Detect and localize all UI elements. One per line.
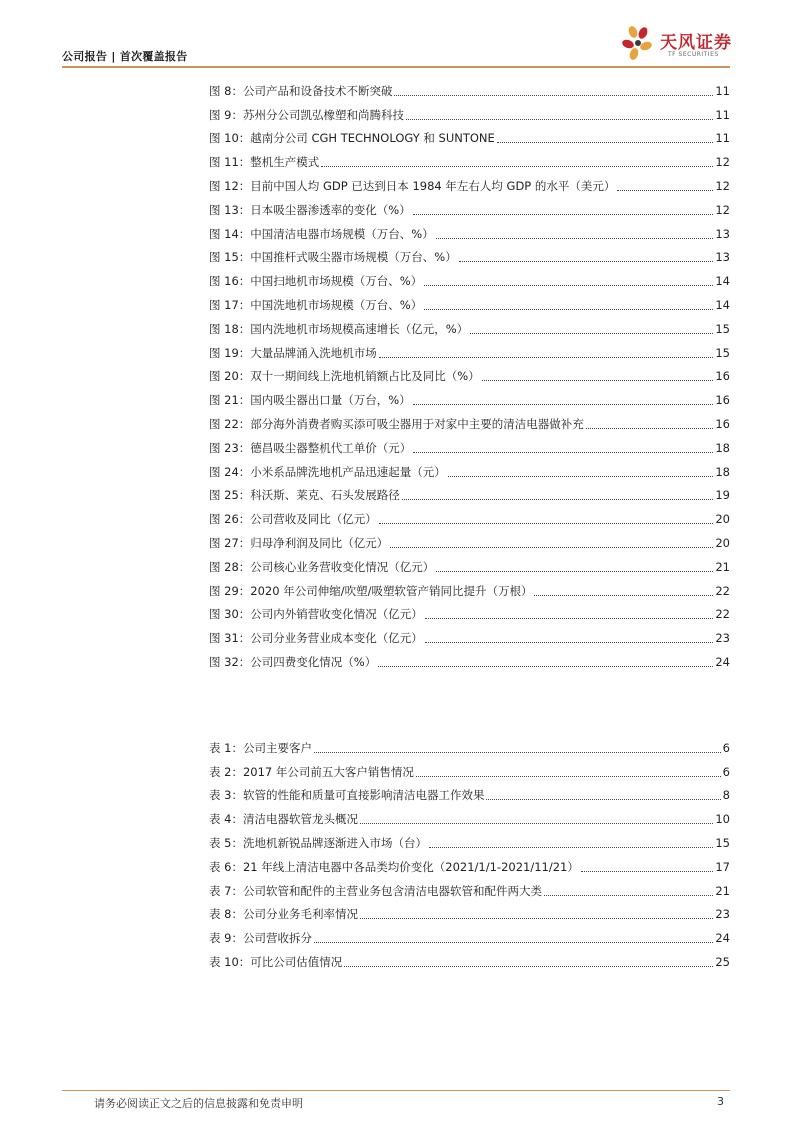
figure-entry[interactable] [209,170,730,194]
dot-leader [321,165,713,167]
figure-entry-title: 中国推杆式吸尘器市场规模（万台、%） [250,250,457,265]
dot-leader [413,451,713,453]
figure-entry[interactable] [209,218,730,242]
dot-leader [436,237,714,239]
footer-divider [62,1090,730,1091]
figure-entry-title: 整机生产模式 [250,155,320,170]
dot-leader [448,475,714,477]
figure-entry-number: 图 24： [209,464,251,479]
table-entry-number: 表 1： [209,740,243,755]
table-entry-number: 表 7： [209,883,243,898]
table-entry-title: 公司主要客户 [242,740,312,755]
figure-entry-number: 图 10： [209,131,251,146]
figure-entry[interactable] [209,194,730,218]
figure-entry-number: 图 11： [209,155,251,170]
figure-entry-number: 图 15： [209,250,251,265]
figure-index [209,75,730,670]
dot-leader [416,775,721,777]
table-entry[interactable] [209,803,730,827]
dot-leader [344,965,713,967]
table-entry-page: 10 [715,812,730,827]
table-entry[interactable] [209,756,730,780]
table-entry-page: 6 [722,764,730,779]
figure-entry-number: 图 22： [209,416,251,431]
figure-entry-page: 13 [715,250,730,265]
flower-logo-icon [622,24,658,64]
figure-entry-page: 12 [715,202,730,217]
table-entry-title: 21 年线上清洁电器中各品类均价变化（2021/1/1-2021/11/21） [242,859,579,874]
dot-leader [425,641,714,643]
figure-entry[interactable] [209,599,730,623]
figure-entry-title: 大量品牌涌入洗地机市场 [250,345,377,360]
table-entry-title: 公司软管和配件的主营业务包含清洁电器软管和配件两大类 [242,883,542,898]
figure-entry-title: 国内吸尘器出口量（万台，%） [250,393,411,408]
table-entry-number: 表 8： [209,907,243,922]
figure-entry[interactable] [209,361,730,385]
figure-entry-number: 图 9： [209,107,243,122]
page-number: 3 [717,1095,724,1108]
dot-leader [394,94,713,96]
figure-entry-title: 双十一期间线上洗地机销额占比及同比（%） [250,369,480,384]
figure-entry-page: 15 [715,345,730,360]
dot-leader [379,522,714,524]
dot-leader [429,846,713,848]
table-entry-number: 表 6： [209,859,243,874]
dot-leader [379,356,714,358]
figure-entry[interactable] [209,384,730,408]
figure-entry-title: 小米系品牌洗地机产品迅速起量（元） [250,464,446,479]
figure-entry-page: 15 [715,321,730,336]
figure-entry[interactable] [209,551,730,575]
table-entry-page: 15 [715,835,730,850]
figure-entry-page: 11 [715,83,730,98]
figure-entry[interactable] [209,456,730,480]
dot-leader [544,894,713,896]
figure-entry-title: 公司核心业务营收变化情况（亿元） [250,559,435,574]
figure-entry-number: 图 12： [209,178,251,193]
table-entry-title: 公司分业务毛利率情况 [242,907,358,922]
dot-leader [390,546,713,548]
figure-entry-page: 16 [715,416,730,431]
figure-entry[interactable] [209,408,730,432]
figure-entry-title: 德昌吸尘器整机代工单价（元） [250,440,412,455]
figure-entry-title: 目前中国人均 GDP 已达到日本 1984 年左右人均 GDP 的水平（美元） [250,178,616,193]
figure-entry-page: 12 [715,178,730,193]
figure-entry-number: 图 17： [209,297,251,312]
dot-leader [406,118,713,120]
figure-entry-page: 13 [715,226,730,241]
logo-chinese-text: 天风证券 [660,33,732,53]
figure-entry[interactable] [209,575,730,599]
dot-leader [424,308,713,310]
figure-entry-title: 公司内外销营收变化情况（亿元） [250,607,423,622]
dot-leader [425,617,714,619]
table-entry[interactable] [209,922,730,946]
table-entry-number: 表 5： [209,835,243,850]
report-type-label: 公司报告 | 首次覆盖报告 [62,50,188,63]
table-entry-title: 2017 年公司前五大客户销售情况 [242,764,414,779]
table-entry[interactable] [209,780,730,804]
figure-entry-number: 图 25： [209,488,251,503]
figure-entry-title: 公司分业务营业成本变化（亿元） [250,631,423,646]
table-entry-page: 6 [722,740,730,755]
table-entry-number: 表 3： [209,788,243,803]
footer-disclaimer: 请务必阅读正文之后的信息披露和免责申明 [94,1097,303,1110]
dot-leader [581,870,714,872]
table-entry-page: 8 [722,788,730,803]
dot-leader [314,751,721,753]
figure-entry[interactable] [209,313,730,337]
figure-entry-title: 中国洗地机市场规模（万台、%） [250,297,423,312]
table-entry[interactable] [209,946,730,970]
figure-entry-page: 11 [715,107,730,122]
figure-entry-title: 越南分公司 CGH TECHNOLOGY 和 SUNTONE [250,131,495,146]
dot-leader [436,570,713,572]
logo-english-text: TF SECURITIES [668,51,719,58]
company-logo [622,24,734,64]
figure-entry-page: 18 [715,440,730,455]
figure-entry-title: 公司营收及同比（亿元） [250,512,377,527]
figure-entry-number: 图 26： [209,512,251,527]
figure-entry-number: 图 32： [209,654,251,669]
figure-entry-page: 21 [715,559,730,574]
figure-entry-page: 12 [715,155,730,170]
figure-entry[interactable] [209,146,730,170]
table-entry[interactable] [209,827,730,851]
dot-leader [617,189,713,191]
figure-entry[interactable] [209,622,730,646]
figure-entry-number: 图 8： [209,83,243,98]
figure-entry[interactable] [209,289,730,313]
figure-entry-title: 中国扫地机市场规模（万台、%） [250,274,423,289]
figure-entry-page: 20 [715,535,730,550]
figure-entry-number: 图 13： [209,202,251,217]
figure-entry-number: 图 14： [209,226,251,241]
figure-entry-number: 图 31： [209,631,251,646]
figure-entry-title: 归母净利润及同比（亿元） [250,535,389,550]
figure-entry[interactable] [209,75,730,99]
table-entry-page: 23 [715,907,730,922]
figure-entry-title: 苏州分公司凯弘橡塑和尚腾科技 [242,107,404,122]
dot-leader [424,284,713,286]
table-entry-page: 24 [715,931,730,946]
figure-entry-title: 中国清洁电器市场规模（万台、%） [250,226,434,241]
table-index [209,732,730,970]
table-entry-title: 可比公司估值情况 [250,954,343,969]
table-entry-number: 表 2： [209,764,243,779]
table-entry[interactable] [209,732,730,756]
figure-entry[interactable] [209,242,730,266]
table-entry-title: 清洁电器软管龙头概况 [242,812,358,827]
figure-entry-page: 20 [715,512,730,527]
figure-entry[interactable] [209,527,730,551]
figure-entry-page: 18 [715,464,730,479]
dot-leader [402,498,714,500]
figure-entry-title: 国内洗地机市场规模高速增长（亿元，%） [250,321,469,336]
figure-entry-number: 图 28： [209,559,251,574]
table-entry-page: 25 [715,954,730,969]
figure-entry-page: 22 [715,583,730,598]
table-entry[interactable] [209,851,730,875]
figure-entry[interactable] [209,123,730,147]
figure-entry-page: 14 [715,297,730,312]
table-entry-title: 洗地机新锐品牌逐渐进入市场（台） [242,835,427,850]
figure-entry-title: 科沃斯、莱克、石头发展路径 [250,488,400,503]
figure-entry-number: 图 29： [209,583,251,598]
figure-entry-page: 11 [715,131,730,146]
dot-leader [413,403,714,405]
figure-entry-page: 23 [715,631,730,646]
figure-entry-title: 日本吸尘器渗透率的变化（%） [250,202,411,217]
dot-leader [360,917,713,919]
dot-leader [360,822,713,824]
dot-leader [586,427,714,429]
figure-entry-number: 图 18： [209,321,251,336]
figure-entry[interactable] [209,503,730,527]
figure-entry-page: 24 [715,654,730,669]
dot-leader [470,332,713,334]
dot-leader [534,594,713,596]
figure-entry-number: 图 27： [209,535,251,550]
figure-entry-page: 22 [715,607,730,622]
figure-entry[interactable] [209,99,730,123]
figure-entry-number: 图 23： [209,440,251,455]
figure-entry-title: 公司四费变化情况（%） [250,654,377,669]
table-entry-title: 软管的性能和质量可直接影响清洁电器工作效果 [242,788,485,803]
table-entry-page: 21 [715,883,730,898]
table-entry[interactable] [209,875,730,899]
figure-entry-page: 19 [715,488,730,503]
table-entry[interactable] [209,899,730,923]
figure-entry[interactable] [209,265,730,289]
table-entry-number: 表 9： [209,931,243,946]
figure-entry-number: 图 19： [209,345,251,360]
dot-leader [378,665,713,667]
figure-entry[interactable] [209,646,730,670]
dot-leader [413,213,714,215]
table-entry-number: 表 4： [209,812,243,827]
dot-leader [459,260,714,262]
dot-leader [482,379,714,381]
figure-entry-number: 图 16： [209,274,251,289]
table-entry-number: 表 10： [209,954,251,969]
figure-entry[interactable] [209,337,730,361]
figure-entry-number: 图 20： [209,369,251,384]
figure-entry-number: 图 21： [209,393,251,408]
dot-leader [314,941,713,943]
figure-entry-page: 16 [715,393,730,408]
header-divider [62,66,730,68]
figure-entry-title: 部分海外消费者购买添可吸尘器用于对家中主要的清洁电器做补充 [250,416,584,431]
figure-entry-title: 公司产品和设备技术不断突破 [242,83,393,98]
dot-leader [486,798,720,800]
dot-leader [497,141,714,143]
figure-entry-title: 2020 年公司伸缩/吹塑/吸塑软管产销同比提升（万根） [250,583,533,598]
table-entry-page: 17 [715,859,730,874]
figure-entry[interactable] [209,432,730,456]
table-entry-title: 公司营收拆分 [242,931,312,946]
figure-entry[interactable] [209,480,730,504]
figure-entry-number: 图 30： [209,607,251,622]
figure-entry-page: 14 [715,274,730,289]
figure-entry-page: 16 [715,369,730,384]
